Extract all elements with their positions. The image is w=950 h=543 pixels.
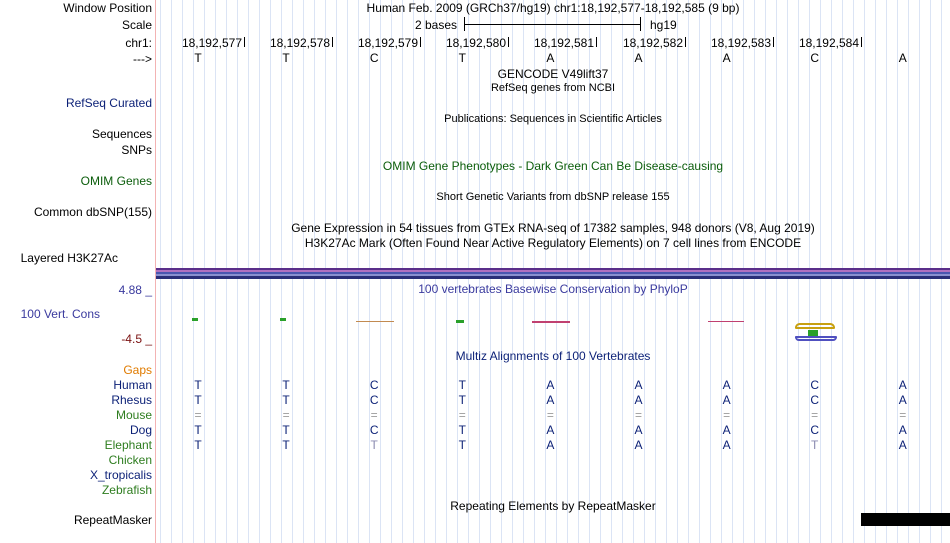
alignment-base: T	[282, 423, 290, 437]
ruler-tick	[773, 37, 774, 47]
scale-bar	[464, 24, 640, 25]
ruler-coordinate: 18,192,584	[798, 36, 859, 50]
alignment-base: A	[634, 423, 643, 437]
gtex-track-title[interactable]: Gene Expression in 54 tissues from GTEx RNA-seq of 17382 samples, 948 donors (V8, Aug 2019)	[291, 221, 815, 235]
alignment-base: =	[458, 408, 466, 422]
refseq-label[interactable]: RefSeq Curated	[65, 96, 152, 110]
alignment-base: A	[898, 378, 907, 392]
alignment-base: C	[810, 378, 820, 392]
alignment-base: C	[369, 393, 379, 407]
reference-base: A	[634, 51, 643, 65]
phylop-bar-7a	[795, 323, 835, 329]
reference-base: T	[282, 51, 290, 65]
h3k27ac-track-title[interactable]: H3K27Ac Mark (Often Found Near Active Regulatory Elements) on 7 cell lines from ENCODE	[304, 236, 802, 250]
ruler-coordinate: 18,192,578	[269, 36, 330, 50]
alignment-base: =	[194, 408, 202, 422]
window-position-label: Window Position	[63, 1, 152, 15]
alignment-base: T	[194, 378, 202, 392]
h3k27ac-signal-band	[156, 268, 950, 279]
alignment-base: A	[634, 393, 643, 407]
repeatmasker-element	[861, 513, 950, 526]
alignment-base: T	[458, 378, 466, 392]
repeatmasker-label[interactable]: RepeatMasker	[73, 513, 152, 527]
alignment-base: T	[458, 423, 466, 437]
dbsnp-track-title[interactable]: Short Genetic Variants from dbSNP release 155	[436, 191, 670, 203]
alignment-base: A	[898, 423, 907, 437]
alignment-base: C	[369, 423, 379, 437]
alignment-base: A	[546, 423, 555, 437]
ruler-tick	[420, 37, 421, 47]
alignment-base: A	[722, 378, 731, 392]
scale-label: Scale	[121, 18, 152, 32]
alignment-base: A	[898, 393, 907, 407]
alignment-base: T	[458, 393, 466, 407]
species-label[interactable]: Rhesus	[111, 393, 152, 407]
alignment-base: A	[546, 393, 555, 407]
ruler-coordinate: 18,192,581	[533, 36, 594, 50]
scale-bar-left-cap	[464, 17, 465, 31]
alignment-base: =	[634, 408, 642, 422]
alignment-base: =	[282, 408, 290, 422]
phylop-bar-3	[356, 321, 394, 322]
reference-base: C	[810, 51, 820, 65]
h3k27ac-label[interactable]: Layered H3K27Ac	[20, 251, 118, 265]
reference-base: T	[194, 51, 202, 65]
ruler-tick	[332, 37, 333, 47]
alignment-base: A	[898, 438, 907, 452]
omim-label[interactable]: OMIM Genes	[80, 174, 152, 188]
alignment-base: C	[810, 423, 820, 437]
gaps-label[interactable]: Gaps	[123, 363, 152, 377]
phylop-bar-5	[532, 321, 570, 323]
refseq-track-title[interactable]: RefSeq genes from NCBI	[490, 82, 616, 94]
species-label[interactable]: Elephant	[104, 438, 152, 452]
species-label[interactable]: Dog	[129, 423, 152, 437]
alignment-base: C	[810, 393, 820, 407]
alignment-base: =	[546, 408, 554, 422]
phylop-bar-6	[708, 321, 744, 322]
ruler-tick	[508, 37, 509, 47]
chrom-label: chr1:	[125, 36, 152, 50]
alignment-base: T	[458, 438, 466, 452]
multiz-track-title[interactable]: Multiz Alignments of 100 Vertebrates	[455, 349, 651, 363]
reference-base: A	[898, 51, 907, 65]
ruler-tick	[244, 37, 245, 47]
alignment-base: T	[282, 393, 290, 407]
phylop-bar-1	[192, 318, 198, 321]
alignment-base: =	[723, 408, 731, 422]
alignment-base: =	[370, 408, 378, 422]
publications-track-title[interactable]: Publications: Sequences in Scientific Articles	[444, 113, 662, 125]
repeatmasker-track-title[interactable]: Repeating Elements by RepeatMasker	[450, 499, 656, 513]
alignment-base: A	[546, 438, 555, 452]
snps-label[interactable]: SNPs	[121, 143, 152, 157]
ruler-coordinate: 18,192,579	[357, 36, 418, 50]
scale-bar-right-cap	[640, 17, 641, 31]
phylop-track-title[interactable]: 100 vertebrates Basewise Conservation by PhyloP	[418, 282, 688, 296]
omim-track-title[interactable]: OMIM Gene Phenotypes - Dark Green Can Be Disease-causing	[382, 159, 724, 173]
alignment-base: A	[634, 378, 643, 392]
alignment-base: A	[722, 438, 731, 452]
scale-assembly: hg19	[650, 18, 677, 32]
alignment-base: T	[194, 438, 202, 452]
phylop-max-label: 4.88 _	[118, 283, 152, 297]
species-label[interactable]: Chicken	[108, 453, 152, 467]
alignment-base: T	[194, 393, 202, 407]
alignment-base: A	[634, 438, 643, 452]
sequences-label[interactable]: Sequences	[91, 127, 152, 141]
phylop-bar-2	[280, 318, 286, 321]
species-label[interactable]: Human	[113, 378, 152, 392]
strand-label: --->	[133, 52, 152, 66]
ruler-coordinate: 18,192,577	[181, 36, 242, 50]
reference-base: T	[458, 51, 466, 65]
alignment-base: T	[811, 438, 819, 452]
ruler-coordinate: 18,192,582	[622, 36, 683, 50]
species-label[interactable]: X_tropicalis	[89, 468, 152, 482]
scale-text: 2 bases	[415, 18, 458, 32]
phylop-min-label: -4.5 _	[121, 332, 152, 346]
phylop-label[interactable]: 100 Vert. Cons	[20, 307, 100, 321]
reference-base: C	[369, 51, 379, 65]
species-label[interactable]: Mouse	[115, 408, 152, 422]
phylop-bar-4	[456, 320, 464, 323]
ruler-tick	[861, 37, 862, 47]
alignment-base: A	[546, 378, 555, 392]
phylop-bar-7c	[795, 336, 837, 341]
ruler-coordinate: 18,192,580	[445, 36, 506, 50]
reference-base: A	[546, 51, 555, 65]
alignment-base: =	[899, 408, 907, 422]
alignment-base: T	[282, 438, 290, 452]
alignment-base: T	[194, 423, 202, 437]
alignment-base: A	[722, 423, 731, 437]
reference-base: A	[722, 51, 731, 65]
alignment-base: A	[722, 393, 731, 407]
alignment-base: T	[282, 378, 290, 392]
ruler-tick	[596, 37, 597, 47]
alignment-base: =	[811, 408, 819, 422]
ruler-coordinate: 18,192,583	[710, 36, 771, 50]
alignment-base: T	[370, 438, 378, 452]
dbsnp-label[interactable]: Common dbSNP(155)	[33, 205, 152, 219]
gencode-track-title[interactable]: GENCODE V49lift37	[497, 67, 609, 81]
window-position-value: Human Feb. 2009 (GRCh37/hg19) chr1:18,192,577-18,192,585 (9 bp)	[366, 1, 740, 15]
alignment-base: C	[369, 378, 379, 392]
species-label[interactable]: Zebrafish	[101, 483, 152, 497]
ruler-tick	[685, 37, 686, 47]
